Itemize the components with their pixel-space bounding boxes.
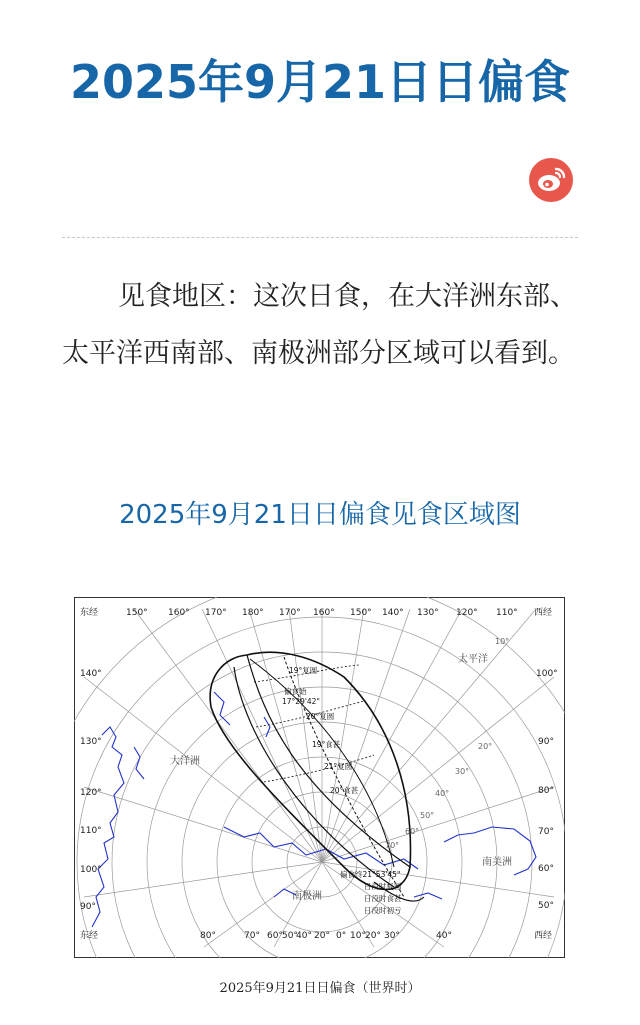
article-title: 2025年9月21日日偏食 — [69, 55, 571, 109]
weibo-share-button[interactable] — [529, 158, 573, 202]
bottom-lon-label: 20° — [314, 931, 330, 941]
left-lon-label: 100° — [80, 865, 102, 875]
eclipse-end-label: 偏食终21°53'45" — [340, 870, 401, 879]
right-lon-label: 80° — [538, 786, 554, 796]
bottom-lon-label: 50° — [282, 931, 298, 941]
top-lon-label: 180° — [242, 608, 264, 618]
top-lon-label: 130° — [417, 608, 439, 618]
bottom-lon-label: 40° — [296, 931, 312, 941]
contour-21-end: 21°复圆 — [324, 762, 353, 771]
eclipse-start-label: 偏食始 — [284, 687, 307, 696]
contour-20-max: 20°食甚 — [330, 786, 359, 795]
bottom-lon-label: 10° — [350, 931, 366, 941]
top-lon-label: 170° — [205, 608, 227, 618]
bottom-lon-label: 60° — [267, 931, 283, 941]
bottom-lon-label: 40° — [436, 931, 452, 941]
visibility-text: 见食地区：这次日食，在大洋洲东部、太平洋西南部、南极洲部分区域可以看到。 — [62, 281, 577, 369]
contour-20-end: 20°复圆 — [306, 712, 335, 721]
top-lon-label: 150° — [126, 608, 148, 618]
eclipse-start-time: 17°29'42" — [282, 697, 320, 706]
eclipse-visibility-map — [74, 597, 565, 958]
sunset-first-label: 日没时初亏 — [364, 906, 402, 915]
right-lon-label: 50° — [538, 901, 554, 911]
bottom-lon-label: 30° — [384, 931, 400, 941]
weibo-icon — [529, 158, 573, 202]
region-pacific: 太平洋 — [458, 654, 488, 665]
lat-label: 20° — [478, 742, 493, 751]
left-lon-label: 130° — [80, 737, 102, 747]
map-heading: 2025年9月21日日偏食见食区域图 — [119, 500, 521, 530]
top-lon-label: 170° — [279, 608, 301, 618]
corner-bottom-left: 东经 — [80, 931, 99, 941]
lat-label: 10° — [495, 637, 510, 646]
bottom-lon-label: 80° — [200, 931, 216, 941]
map-caption: 2025年9月21日日偏食（世界时） — [219, 981, 421, 996]
left-lon-label: 90° — [80, 902, 96, 912]
top-lon-label: 160° — [313, 608, 335, 618]
sunset-max-label: 日没时食甚 — [364, 894, 402, 903]
lat-label: 30° — [455, 767, 470, 776]
left-lon-label: 110° — [80, 826, 102, 836]
right-lon-label: 70° — [538, 827, 554, 837]
right-lon-label: 100° — [536, 669, 558, 679]
corner-top-right: 西经 — [534, 608, 553, 618]
top-lon-label: 140° — [382, 608, 404, 618]
corner-top-left: 东经 — [80, 608, 99, 618]
bottom-lon-label: 20° — [365, 931, 381, 941]
region-oceania: 大洋洲 — [170, 756, 200, 767]
contour-19-end: 19°复圆 — [289, 666, 318, 675]
left-lon-label: 140° — [80, 669, 102, 679]
bottom-lon-label: 0° — [336, 931, 347, 941]
lat-label: 60° — [405, 827, 420, 836]
contour-19-max: 19°食甚 — [312, 740, 341, 749]
region-antarctica: 南极洲 — [292, 891, 322, 902]
right-lon-label: 90° — [538, 737, 554, 747]
sunset-end-label: 日没时复圆 — [364, 882, 402, 891]
lat-label: 40° — [435, 789, 450, 798]
section-divider — [62, 237, 578, 238]
corner-bottom-right: 西经 — [534, 931, 553, 941]
region-south-america: 南美洲 — [482, 857, 512, 868]
top-lon-label: 120° — [456, 608, 478, 618]
right-lon-label: 60° — [538, 864, 554, 874]
lat-label: 50° — [420, 811, 435, 820]
lat-label: 70° — [385, 841, 400, 850]
top-lon-label: 160° — [168, 608, 190, 618]
left-lon-label: 120° — [80, 788, 102, 798]
visibility-paragraph — [62, 268, 582, 382]
top-lon-label: 150° — [350, 608, 372, 618]
top-lon-label: 110° — [496, 608, 518, 618]
bottom-lon-label: 70° — [244, 931, 260, 941]
